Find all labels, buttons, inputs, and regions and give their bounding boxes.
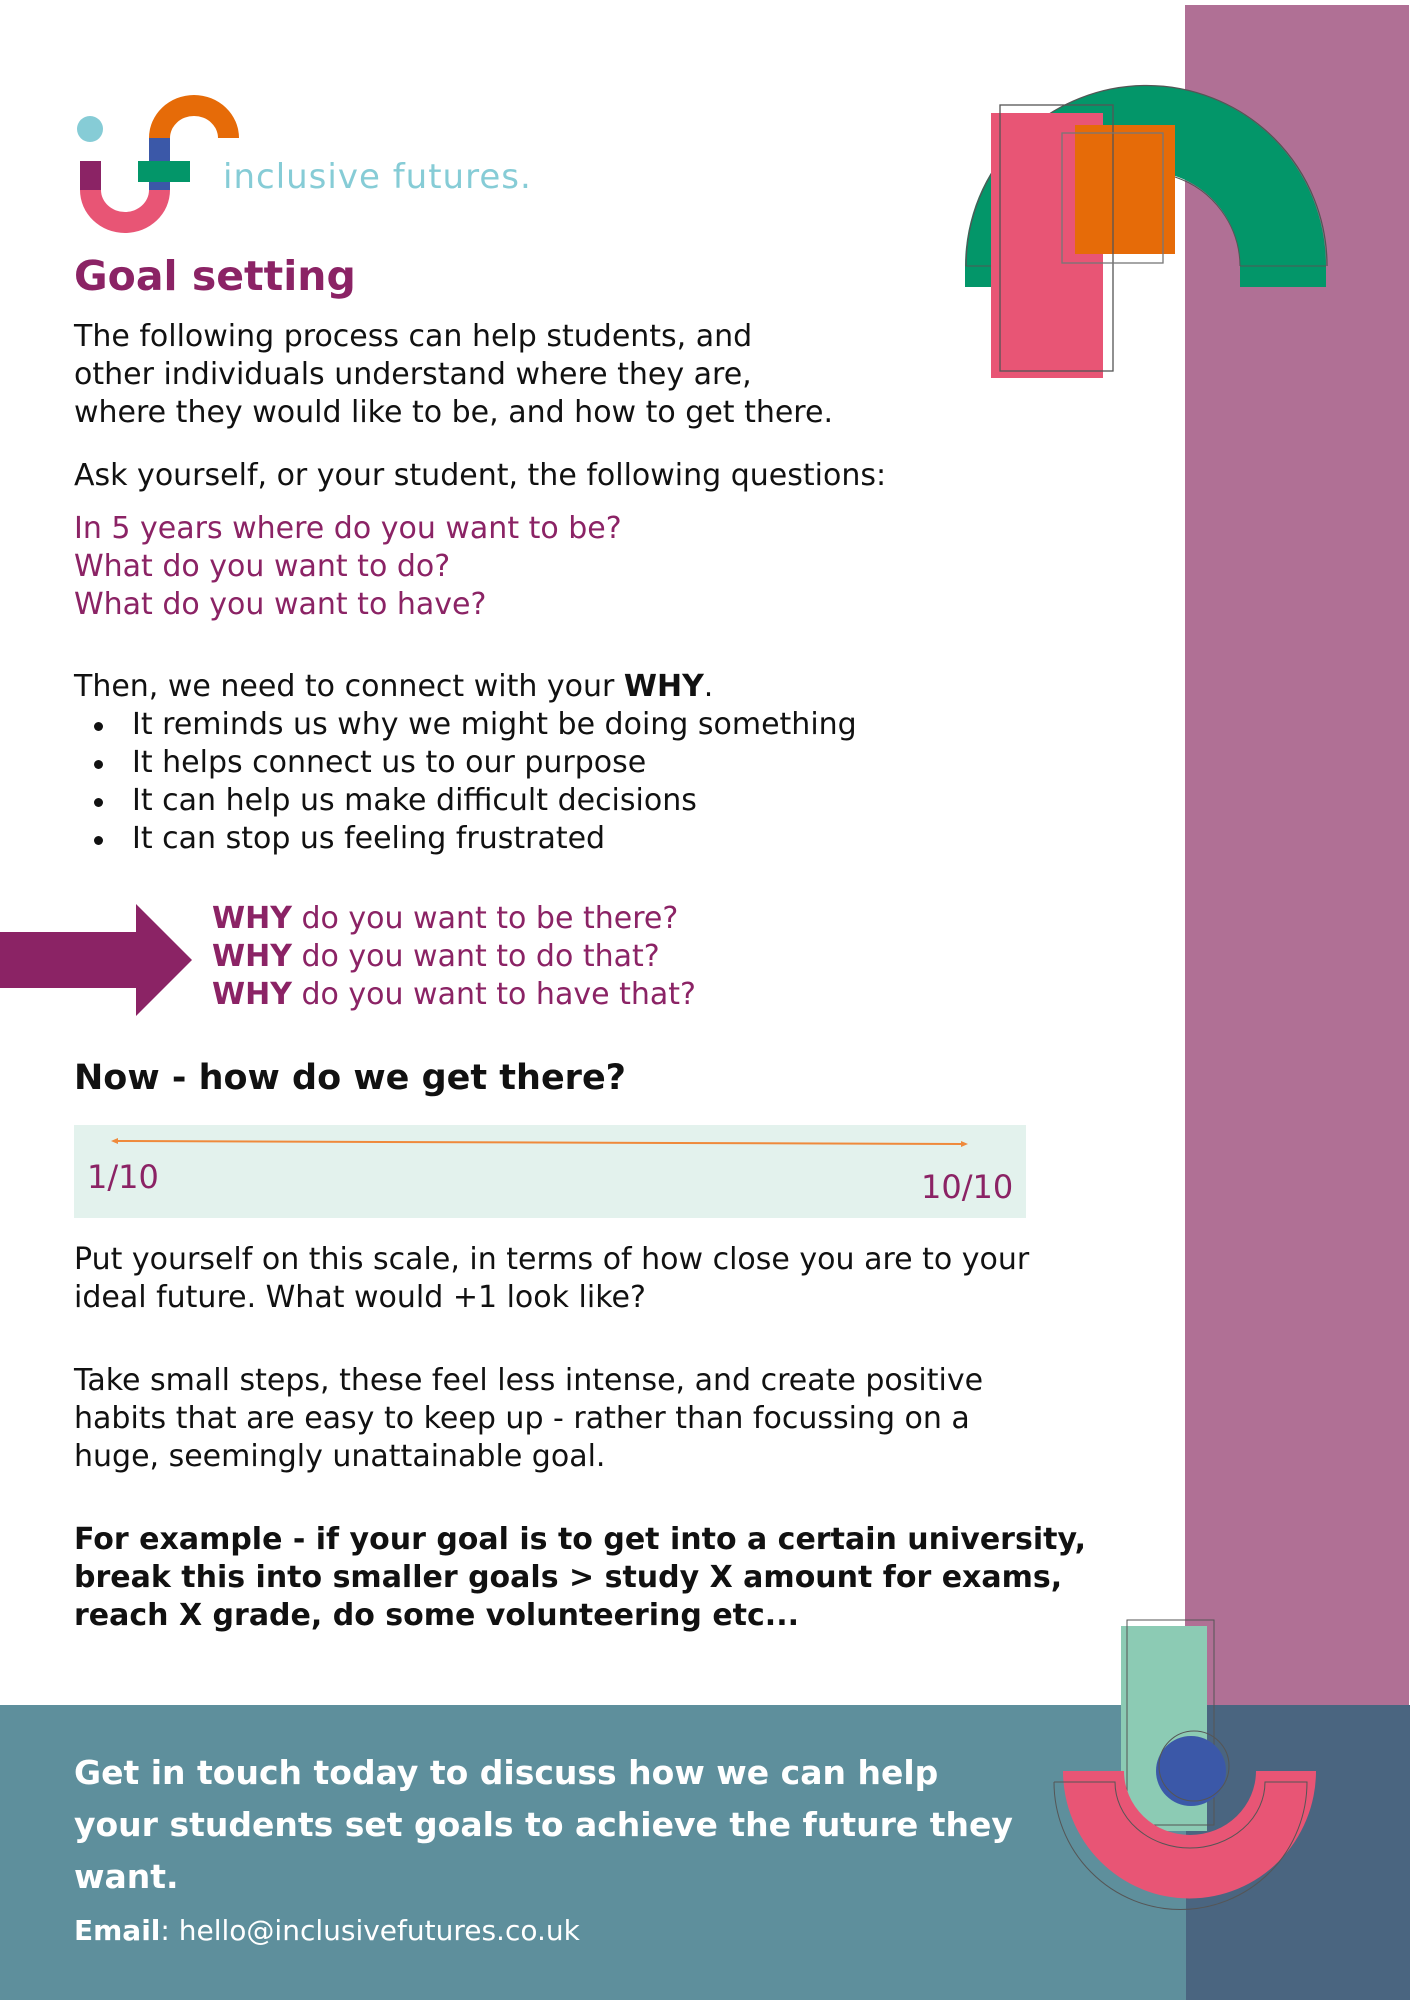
why-question-item	[212, 938, 696, 976]
intro-line: other individuals understand where they are,	[74, 357, 752, 392]
orange-rectangle-shape	[1075, 125, 1175, 254]
list-item: It can help us make difficult decisions	[74, 782, 857, 820]
arrow-right-icon	[0, 900, 200, 1020]
why-emphasis: WHY	[623, 669, 704, 704]
why-keyword: WHY	[212, 939, 292, 974]
text-line: huge, seemingly unattainable goal.	[74, 1439, 606, 1474]
why-keyword: WHY	[212, 901, 292, 936]
small-steps-paragraph	[74, 1362, 983, 1476]
intro-paragraph	[74, 318, 833, 432]
arrow-left-icon	[111, 1138, 118, 1144]
why-question-text: do you want to be there?	[291, 901, 679, 936]
scale-min-label: 1/10	[87, 1158, 159, 1196]
email-label: Email	[74, 1914, 161, 1947]
question-item: In 5 years where do you want to be?	[74, 511, 622, 546]
text-line: habits that are easy to keep up - rather than focussing on a	[74, 1401, 970, 1436]
email-link[interactable]: hello@inclusivefutures.co.uk	[178, 1914, 580, 1947]
text-line: Take small steps, these feel less intense, and create positive	[74, 1363, 984, 1398]
why-intro-suffix: .	[703, 669, 714, 704]
email-separator: :	[160, 1914, 179, 1947]
text-line: For example - if your goal is to get into a certain university,	[74, 1522, 1087, 1557]
list-item: It helps connect us to our purpose	[74, 744, 857, 782]
blue-circle-shape	[1156, 1736, 1226, 1806]
contact-email	[74, 1914, 580, 1947]
text-line: ideal future. What would +1 look like?	[74, 1280, 646, 1315]
why-question-item	[212, 900, 696, 938]
arrow-right-head-icon	[961, 1141, 968, 1147]
cta-line: want.	[74, 1857, 179, 1896]
why-question-list	[212, 900, 696, 1014]
how-heading: Now - how do we get there?	[74, 1058, 626, 1098]
text-line: break this into smaller goals > study X amount for exams,	[74, 1560, 1063, 1595]
why-question-text: do you want to do that?	[291, 939, 660, 974]
scale-max-label: 10/10	[921, 1168, 1014, 1206]
intro-line: where they would like to be, and how to get there.	[74, 395, 833, 430]
intro-line: The following process can help students, and	[74, 319, 753, 354]
list-item: It reminds us why we might be doing something	[74, 706, 857, 744]
example-paragraph	[74, 1521, 1086, 1635]
why-reasons-list	[74, 706, 857, 858]
footer-cta	[74, 1747, 1013, 1903]
cta-line: your students set goals to achieve the future they	[74, 1805, 1013, 1844]
brand-name: inclusive futures.	[223, 157, 532, 197]
text-line: reach X grade, do some volunteering etc...	[74, 1598, 799, 1633]
scale-instructions	[74, 1241, 1029, 1317]
text-line: Put yourself on this scale, in terms of how close you are to your	[74, 1242, 1030, 1277]
why-question-text: do you want to have that?	[291, 977, 696, 1012]
logo-icon	[0, 0, 260, 250]
why-keyword: WHY	[212, 977, 292, 1012]
cta-line: Get in touch today to discuss how we can help	[74, 1753, 939, 1792]
question-item: What do you want to do?	[74, 549, 451, 584]
ask-prompt: Ask yourself, or your student, the following questions:	[74, 458, 887, 493]
question-list	[74, 510, 622, 624]
why-question-item	[212, 976, 696, 1014]
page-title: Goal setting	[74, 252, 356, 300]
question-item: What do you want to have?	[74, 587, 487, 622]
list-item: It can stop us feeling frustrated	[74, 820, 857, 858]
why-intro	[74, 668, 713, 706]
why-intro-text: Then, we need to connect with your	[74, 669, 624, 704]
